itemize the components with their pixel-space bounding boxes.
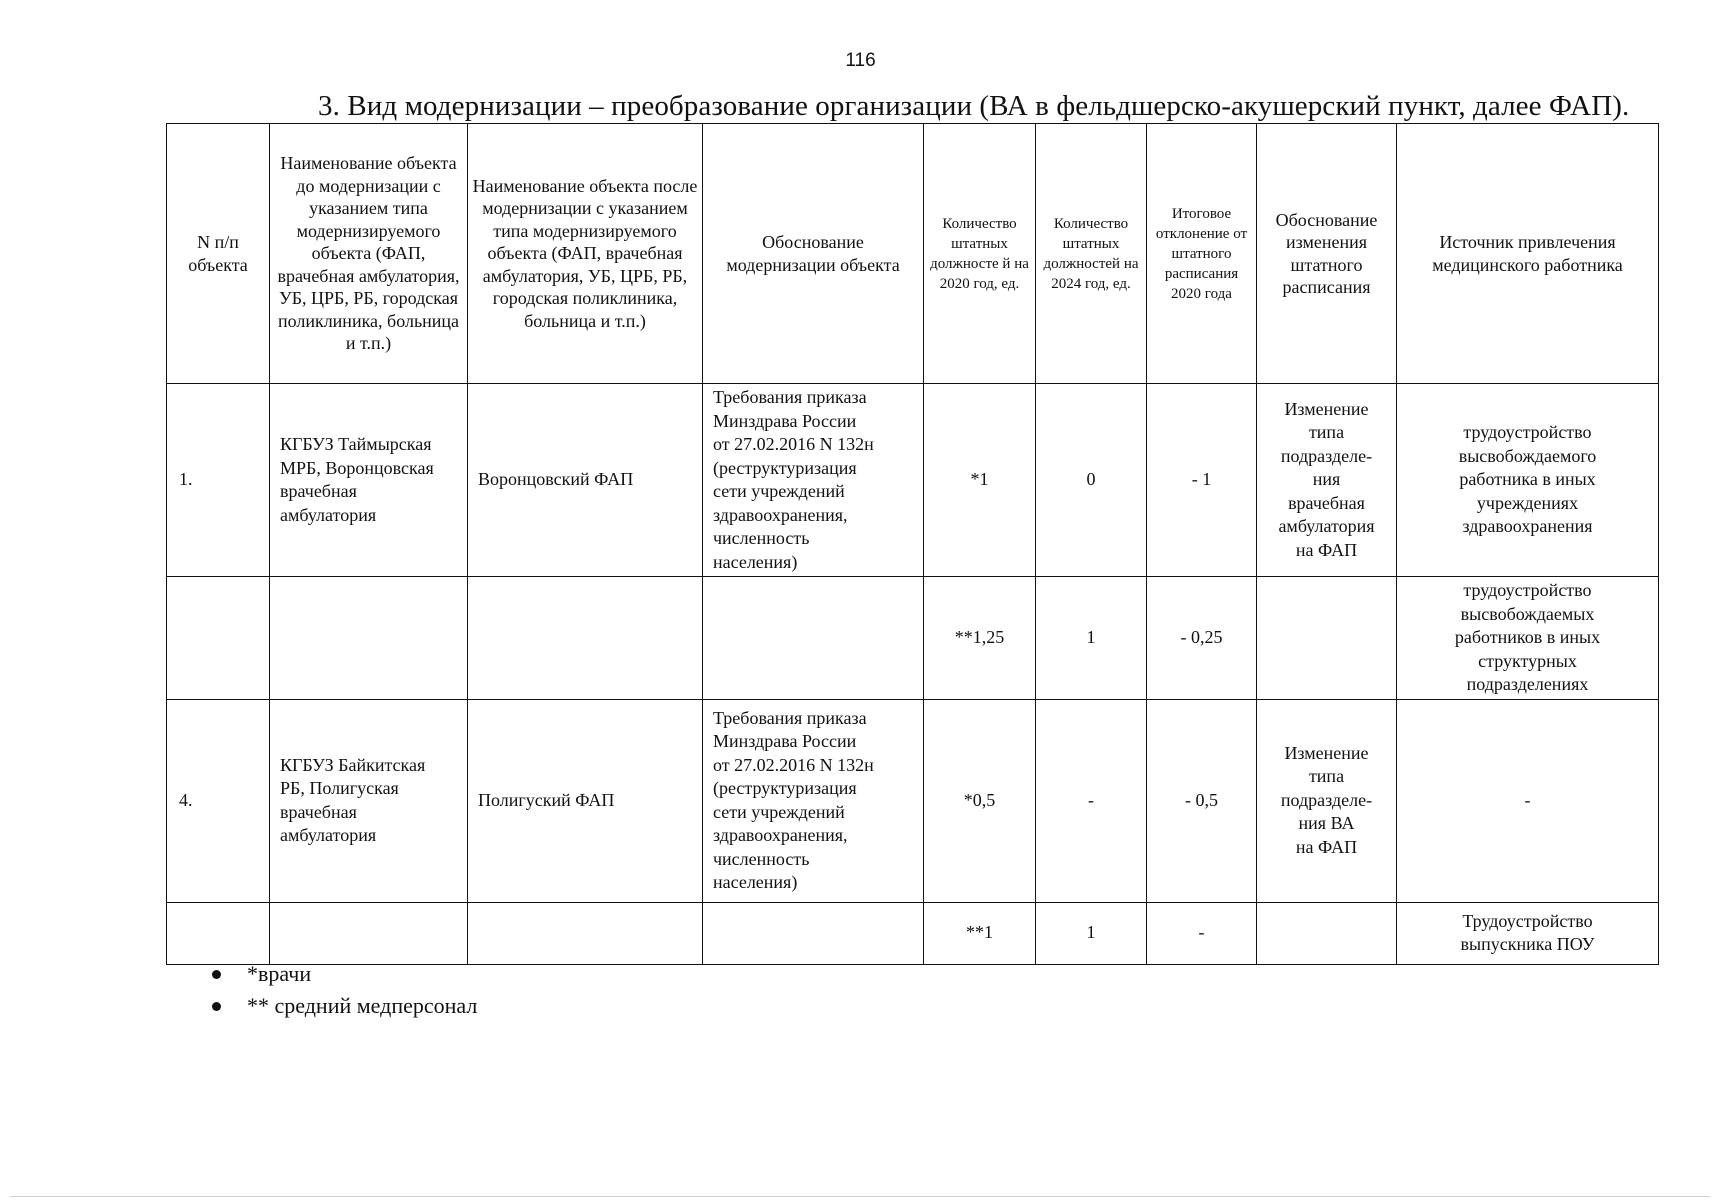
cell-reason: Требования приказа Минздрава России от 27.02.2016 N 132н (реструктуризация сети учреждений здравоохранения, численность населения) xyxy=(703,384,924,577)
header-cell-count-2024: Количество штатных должностей на 2024 год, ед. xyxy=(1036,124,1147,384)
cell-staff-reason xyxy=(1257,577,1397,700)
table-header-row xyxy=(167,124,1659,384)
cell-count-2024: 0 xyxy=(1036,384,1147,577)
header-cell-deviation: Итоговое отклонение от штатного расписания 2020 года xyxy=(1147,124,1257,384)
table-row xyxy=(167,384,1659,577)
header-cell-number: N п/п объекта xyxy=(167,124,270,384)
footnote-text: *врачи xyxy=(247,961,312,986)
cell-staff-reason: Изменение типа подразделе- ния ВА на ФАП xyxy=(1257,699,1397,902)
cell-object-before: КГБУЗ Байкитская РБ, Полигуская врачебная амбулатория xyxy=(270,699,468,902)
header-cell-count-2020: Количество штатных должносте й на 2020 год, ед. xyxy=(924,124,1036,384)
page-number: 116 xyxy=(845,50,876,71)
cell-count-2024: 1 xyxy=(1036,902,1147,964)
cell-deviation: - 0,5 xyxy=(1147,699,1257,902)
cell-deviation: - 0,25 xyxy=(1147,577,1257,700)
cell-deviation: - xyxy=(1147,902,1257,964)
header-cell-reason: Обоснование модернизации объекта xyxy=(703,124,924,384)
cell-number xyxy=(167,577,270,700)
cell-reason xyxy=(703,902,924,964)
cell-object-before xyxy=(270,902,468,964)
cell-object-after xyxy=(468,577,703,700)
cell-count-2020: *0,5 xyxy=(924,699,1036,902)
footnote-text: ** средний медперсонал xyxy=(247,993,478,1018)
header-cell-object-before: Наименование объекта до модернизации с указанием типа модернизируемого объекта (ФАП, врачебная амбулатория, УБ, ЦРБ, РБ, городская поликлиника, больница и т.п.) xyxy=(270,124,468,384)
section-heading: 3. Вид модернизации – преобразование организации (ВА в фельдшерско-акушерский пункт, далее ФАП). xyxy=(318,90,1630,122)
cell-number: 4. xyxy=(167,699,270,902)
table-row xyxy=(167,902,1659,964)
scan-edge-line xyxy=(10,1196,1710,1197)
footnote-doctors xyxy=(212,958,477,990)
cell-count-2020: **1 xyxy=(924,902,1036,964)
header-cell-object-after: Наименование объекта после модернизации с указанием типа модернизируемого объекта (ФАП, врачебная амбулатория, УБ, ЦРБ, РБ, городская поликлиника, больница и т.п.) xyxy=(468,124,703,384)
footnote-nurses xyxy=(212,990,477,1022)
table-row xyxy=(167,699,1659,902)
cell-staff-reason: Изменение типа подразделе- ния врачебная амбулатория на ФАП xyxy=(1257,384,1397,577)
cell-object-after xyxy=(468,902,703,964)
header-cell-source: Источник привлечения медицинского работника xyxy=(1397,124,1659,384)
cell-source: трудоустройство высвобождаемого работника в иных учреждениях здравоохранения xyxy=(1397,384,1659,577)
cell-source: Трудоустройство выпускника ПОУ xyxy=(1397,902,1659,964)
header-cell-staff-reason: Обоснование изменения штатного расписания xyxy=(1257,124,1397,384)
cell-number xyxy=(167,902,270,964)
cell-count-2020: *1 xyxy=(924,384,1036,577)
cell-number: 1. xyxy=(167,384,270,577)
cell-reason xyxy=(703,577,924,700)
cell-count-2020: **1,25 xyxy=(924,577,1036,700)
footnotes xyxy=(212,958,477,1022)
cell-object-after: Полигуский ФАП xyxy=(468,699,703,902)
cell-object-after: Воронцовский ФАП xyxy=(468,384,703,577)
cell-source: - xyxy=(1397,699,1659,902)
table-row xyxy=(167,577,1659,700)
cell-object-before: КГБУЗ Таймырская МРБ, Воронцовская врачебная амбулатория xyxy=(270,384,468,577)
cell-count-2024: - xyxy=(1036,699,1147,902)
cell-reason: Требования приказа Минздрава России от 27.02.2016 N 132н (реструктуризация сети учреждений здравоохранения, численность населения) xyxy=(703,699,924,902)
cell-deviation: - 1 xyxy=(1147,384,1257,577)
bullet-icon xyxy=(212,1002,221,1011)
modernization-table xyxy=(166,123,1659,965)
cell-source: трудоустройство высвобождаемых работников в иных структурных подразделениях xyxy=(1397,577,1659,700)
cell-object-before xyxy=(270,577,468,700)
bullet-icon xyxy=(212,970,221,979)
cell-staff-reason xyxy=(1257,902,1397,964)
cell-count-2024: 1 xyxy=(1036,577,1147,700)
